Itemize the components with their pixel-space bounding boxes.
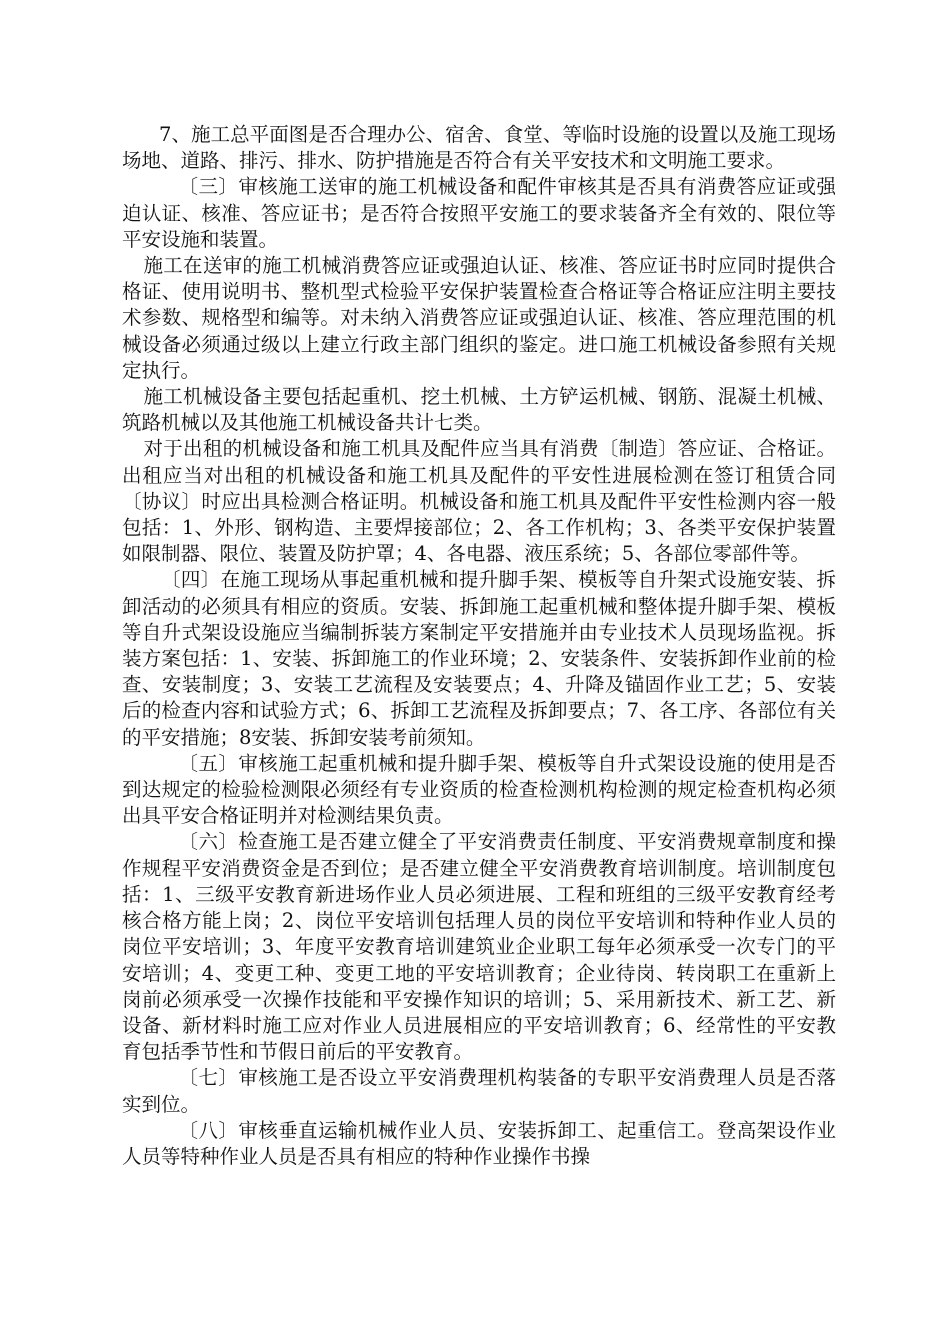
paragraph-section-5: 〔五〕审核施工起重机械和提升脚手架、模板等自升式架设设施的使用是否到达规定的检验检测限必须经有专业资质的检查检测机构检测的规定检查机构必须出具平安合格证明并对检测结果负责。 [122, 751, 836, 828]
paragraph-site-plan: 7、施工总平面图是否合理办公、宿舍、食堂、等临时设施的设置以及施工现场场地、道路、排污、排水、防护措施是否符合有关平安技术和文明施工要求。 [122, 123, 836, 173]
paragraph-machinery-certificates: 施工在送审的施工机械消费答应证或强迫认证、核准、答应证书时应同时提供合格证、使用说明书、整机型式检验平安保护装置检查合格证等合格证应注明主要技术参数、规格型和编等。对未纳入消费答应证或强迫认证、核准、答应理范围的机械设备必须通过级以上建立行政主部门组织的鉴定。进口施工机械设备参照有关规定执行。 [122, 254, 836, 382]
paragraph-section-4: 〔四〕在施工现场从事起重机械和提升脚手架、模板等自升架式设施安装、拆卸活动的必须具有相应的资质。安装、拆卸施工起重机械和整体提升脚手架、模板等自升式架设设施应当编制拆装方案制定平安措施并由专业技术人员现场监视。拆装方案包括：1、安装、拆卸施工的作业环境；2、安装条件、安装拆卸作业前的检查、安装制度；3、安装工艺流程及安装要点；4、升降及锚固作业工艺；5、安装后的检查内容和试验方式；6、拆卸工艺流程及拆卸要点；7、各工序、各部位有关的平安措施；8安装、拆卸安装考前须知。 [122, 568, 836, 749]
paragraph-section-7: 〔七〕审核施工是否设立平安消费理机构装备的专职平安消费理人员是否落实到位。 [122, 1066, 836, 1116]
document-body [122, 122, 836, 1170]
paragraph-machinery-types: 施工机械设备主要包括起重机、挖土机械、土方铲运机械、钢筋、混凝土机械、筑路机械以及其他施工机械设备共计七类。 [122, 385, 836, 435]
paragraph-section-3: 〔三〕审核施工送审的施工机械设备和配件审核其是否具有消费答应证或强迫认证、核准、答应证书；是否符合按照平安施工的要求装备齐全有效的、限位等平安设施和装置。 [122, 175, 836, 251]
paragraph-section-6: 〔六〕检查施工是否建立健全了平安消费责任制度、平安消费规章制度和操作规程平安消费资金是否到位；是否建立健全平安消费教育培训制度。培训制度包括：1、三级平安教育新进场作业人员必须进展、工程和班组的三级平安教育经考核合格方能上岗；2、岗位平安培训包括理人员的岗位平安培训和特种作业人员的岗位平安培训；3、年度平安教育培训建筑业企业职工每年必须承受一次专门的平安培训；4、变更工种、变更工地的平安培训教育；企业待岗、转岗职工在重新上岗前必须承受一次操作技能和平安操作知识的培训；5、采用新技术、新工艺、新设备、新材料时施工应对作业人员进展相应的平安培训教育；6、经常性的平安教育包括季节性和节假日前后的平安教育。 [122, 830, 836, 1064]
paragraph-section-8: 〔八〕审核垂直运输机械作业人员、安装拆卸工、起重信工。登高架设作业人员等特种作业人员是否具有相应的特种作业操作书操 [122, 1118, 836, 1168]
paragraph-rental-equipment: 对于出租的机械设备和施工机具及配件应当具有消费〔制造〕答应证、合格证。出租应当对出租的机械设备和施工机具及配件的平安性进展检测在签订租赁合同〔协议〕时应出具检测合格证明。机械设备和施工机具及配件平安性检测内容一般包括：1、外形、钢构造、主要焊接部位；2、各工作机构；3、各类平安保护装置如限制器、限位、装置及防护罩；4、各电器、液压系统；5、各部位零部件等。 [122, 437, 836, 566]
